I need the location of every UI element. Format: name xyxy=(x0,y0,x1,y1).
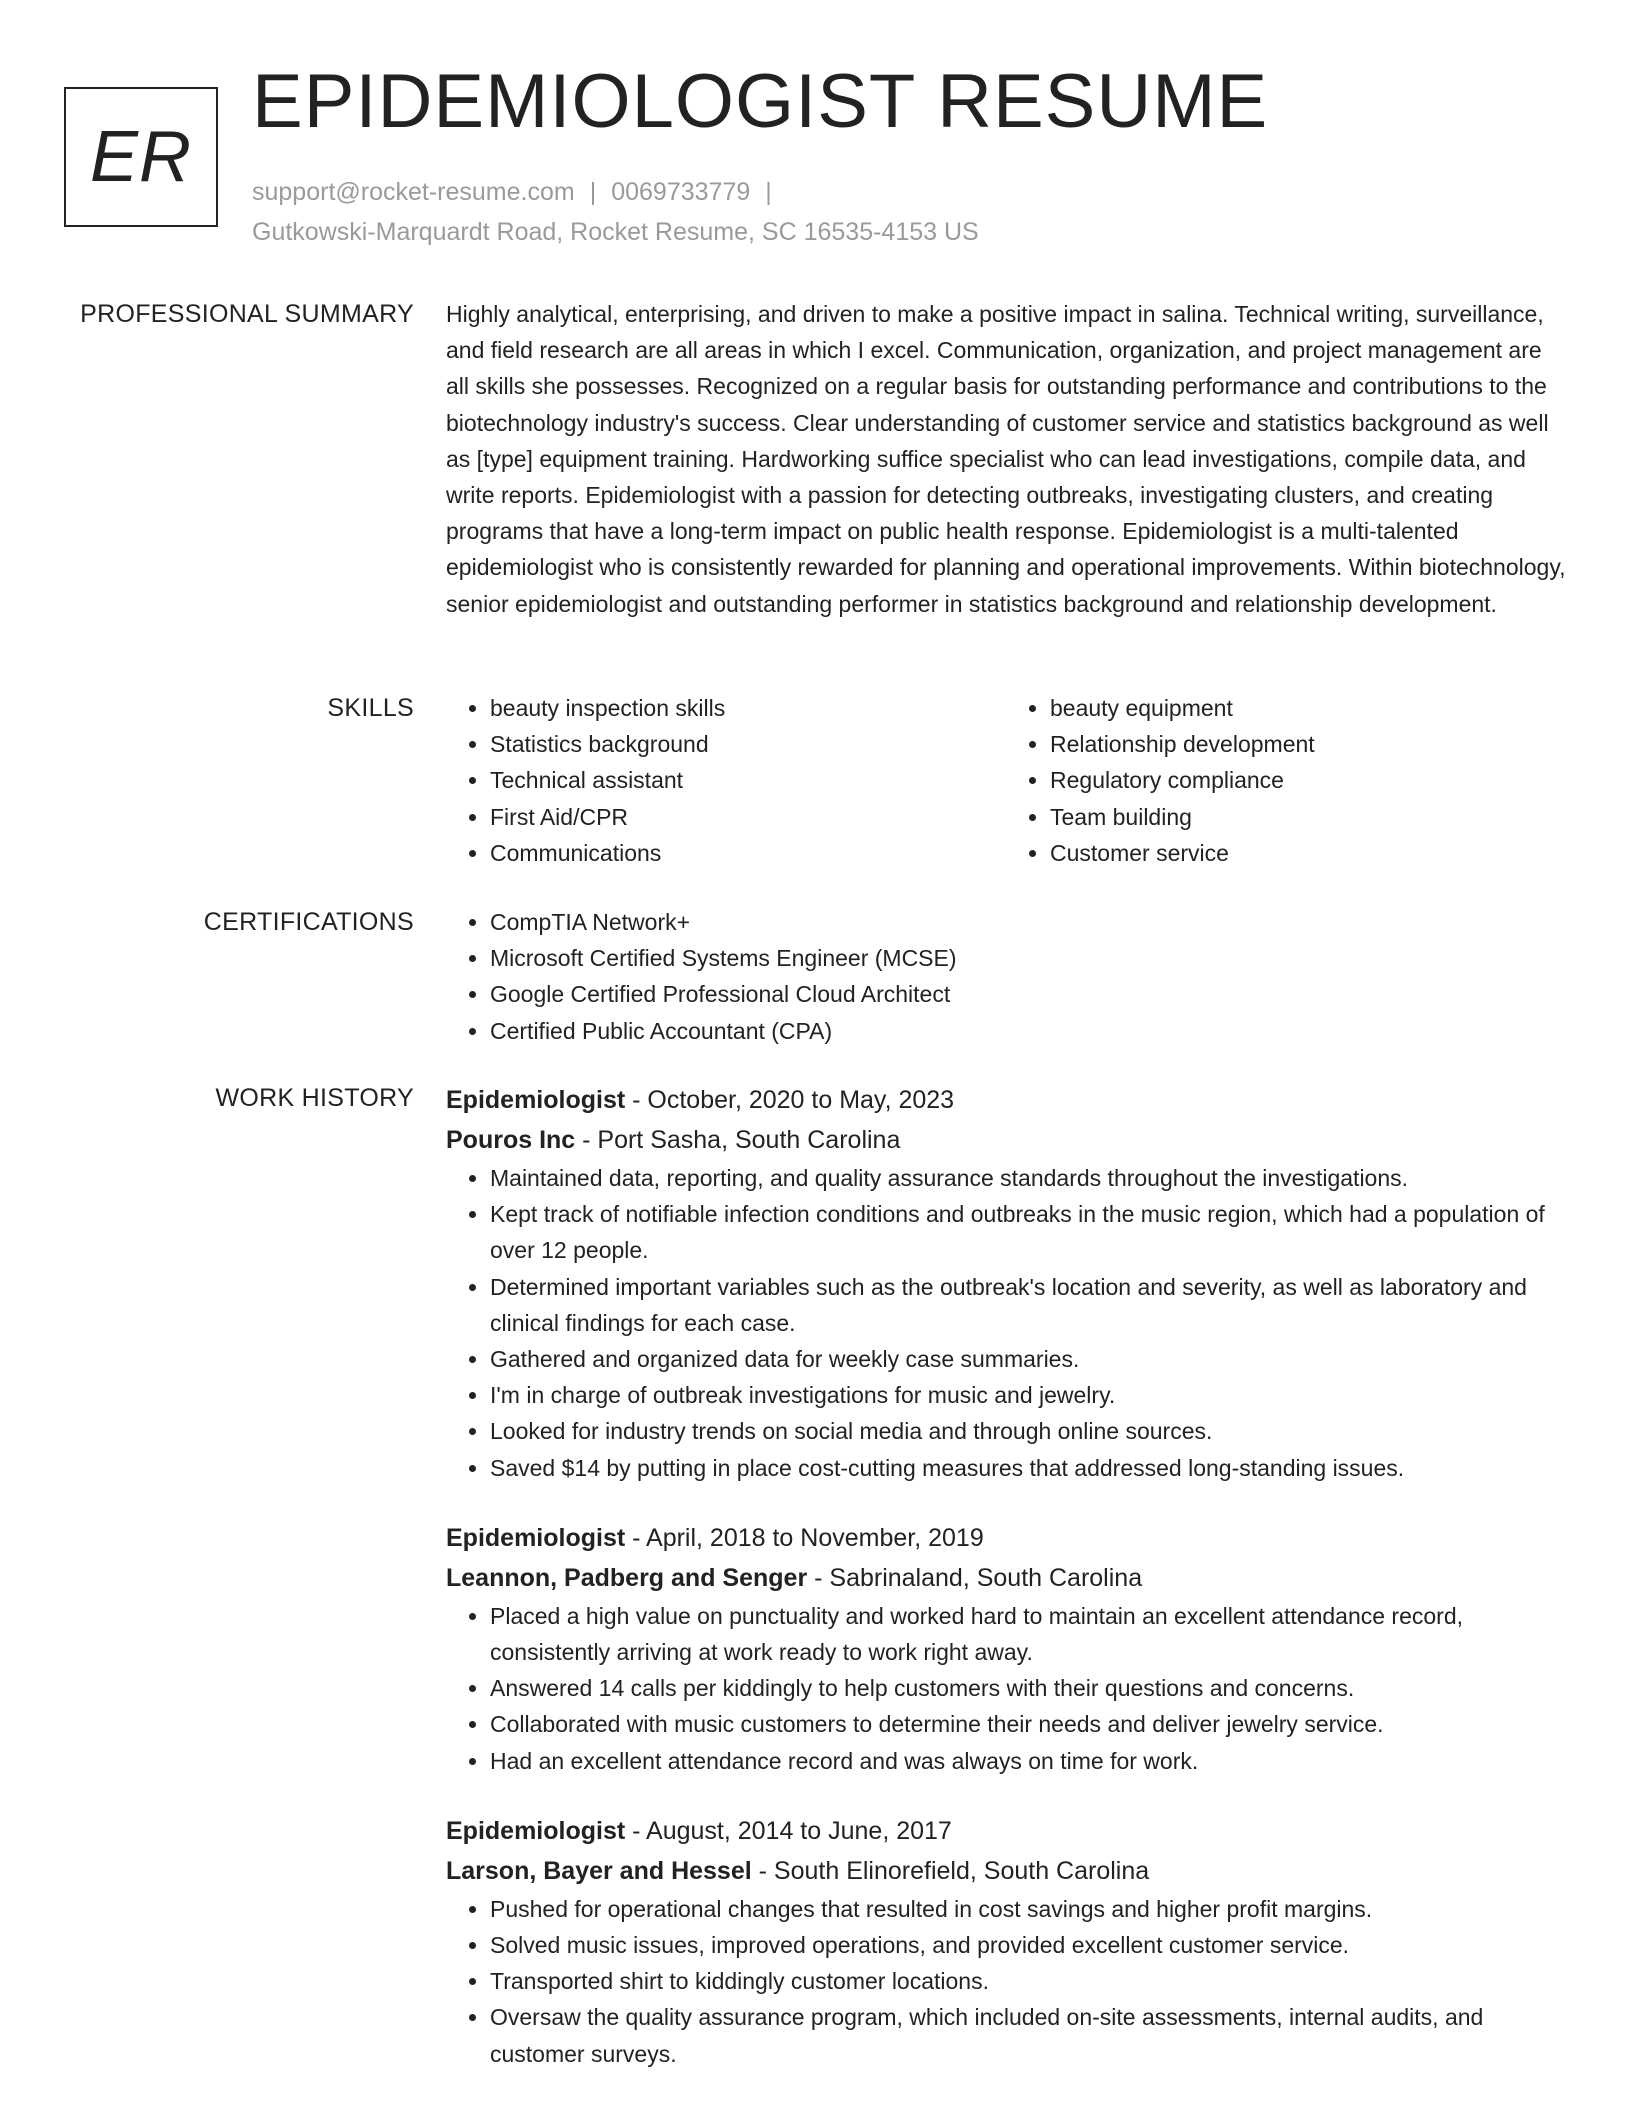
job-bullet: • Transported shirt to kiddingly customer locations. xyxy=(490,1963,1566,1999)
skill-item: • Relationship development xyxy=(1050,726,1566,762)
address-text: Gutkowski-Marquardt Road, Rocket Resume, SC 16535-4153 US xyxy=(252,218,979,246)
job-bullet: • Maintained data, reporting, and quality assurance standards throughout the investigations. xyxy=(490,1160,1566,1196)
summary-text: Highly analytical, enterprising, and driven to make a positive impact in salina. Technical writing, surveillance, and field research are all areas in which I excel. Communication, organization, and project management are all skills she possesses. Recognized on a regular basis for outstanding performance and contributions to the biotechnology industry's success. Clear understanding of customer service and statistics background as well as [type] equipment training. Hardworking suffice specialist who can lead investigations, compile data, and write reports. Epidemiologist with a passion for detecting outbreaks, investigating clusters, and creating programs that have a long-term impact on public health response. Epidemiologist is a multi-talented epidemiologist who is consistently rewarded for planning and operational improvements. Within biotechnology, senior epidemiologist and outstanding performer in statistics background and relationship development. xyxy=(446,301,1566,617)
section-label-summary: PROFESSIONAL SUMMARY xyxy=(80,300,414,328)
section-label-certifications: CERTIFICATIONS xyxy=(203,908,414,936)
skill-item: • Communications xyxy=(490,835,1006,871)
job-bullet: • Solved music issues, improved operations, and provided excellent customer service. xyxy=(490,1927,1566,1963)
job-title-line xyxy=(446,1080,1566,1120)
contact-separator: | xyxy=(765,178,772,206)
job-dates: - August, 2014 to June, 2017 xyxy=(625,1816,952,1845)
job-bullet: • Placed a high value on punctuality and worked hard to maintain an excellent attendance record, consistently arriving at work ready to work right away. xyxy=(490,1598,1566,1670)
summary-body xyxy=(446,296,1566,622)
job-company-line xyxy=(446,1120,1566,1160)
job-bullet: • Oversaw the quality assurance program, which included on-site assessments, internal audits, and customer surveys. xyxy=(490,1999,1566,2071)
job-title: Epidemiologist xyxy=(446,1523,626,1552)
job-company: Pouros Inc xyxy=(446,1126,576,1154)
job-bullet: • Determined important variables such as the outbreak's location and severity, as well as laboratory and clinical findings for each case. xyxy=(490,1269,1566,1341)
job-location: - Port Sasha, South Carolina xyxy=(575,1126,901,1154)
page-title: EPIDEMIOLOGIST RESUME xyxy=(252,59,1269,144)
skill-item: • Customer service xyxy=(1050,835,1566,871)
skill-item: • Statistics background xyxy=(490,726,1006,762)
contact-info xyxy=(252,172,979,252)
work-history-body xyxy=(446,1080,1566,2072)
skill-item: • Technical assistant xyxy=(490,762,1006,798)
job-bullet: • Kept track of notifiable infection conditions and outbreaks in the music region, which had a population of over 12 people. xyxy=(490,1196,1566,1268)
job-bullet: • Looked for industry trends on social media and through online sources. xyxy=(490,1413,1566,1449)
job-location: - South Elinorefield, South Carolina xyxy=(751,1856,1150,1885)
certification-item: • Google Certified Professional Cloud Architect xyxy=(490,976,1566,1012)
skills-list-right xyxy=(1006,690,1566,871)
job-title-line xyxy=(446,1518,1566,1558)
job-entry xyxy=(446,1080,1566,1486)
job-entry xyxy=(446,1518,1566,1779)
phone-text: 0069733779 xyxy=(611,178,751,206)
certification-item: • Certified Public Accountant (CPA) xyxy=(490,1013,1566,1049)
job-dates: - October, 2020 to May, 2023 xyxy=(625,1086,955,1114)
job-title: Epidemiologist xyxy=(446,1086,626,1114)
job-bullet: • Answered 14 calls per kiddingly to help customers with their questions and concerns. xyxy=(490,1670,1566,1706)
skill-item: • beauty equipment xyxy=(1050,690,1566,726)
certifications-body xyxy=(446,904,1566,1049)
email-text: support@rocket-resume.com xyxy=(252,178,575,206)
job-bullet: • Gathered and organized data for weekly case summaries. xyxy=(490,1341,1566,1377)
job-title: Epidemiologist xyxy=(446,1816,626,1845)
job-entry xyxy=(446,1811,1566,2072)
job-company-line xyxy=(446,1851,1566,1891)
job-bullet: • Had an excellent attendance record and was always on time for work. xyxy=(490,1743,1566,1779)
section-label-skills: SKILLS xyxy=(327,694,414,722)
certification-item: • Microsoft Certified Systems Engineer (MCSE) xyxy=(490,940,1566,976)
job-bullet: • Pushed for operational changes that resulted in cost savings and higher profit margins. xyxy=(490,1891,1566,1927)
certification-item: • CompTIA Network+ xyxy=(490,904,1566,940)
contact-separator: | xyxy=(589,178,597,206)
job-title-line xyxy=(446,1811,1566,1851)
job-company: Larson, Bayer and Hessel xyxy=(446,1856,752,1885)
skills-list-left xyxy=(446,690,1006,871)
monogram-logo: ER xyxy=(64,87,218,227)
job-bullets xyxy=(446,1891,1566,2072)
job-dates: - April, 2018 to November, 2019 xyxy=(625,1523,984,1552)
job-bullet: • Saved $14 by putting in place cost-cutting measures that addressed long-standing issues. xyxy=(490,1450,1566,1486)
job-company: Leannon, Padberg and Senger xyxy=(446,1563,808,1592)
skill-item: • First Aid/CPR xyxy=(490,799,1006,835)
skills-body xyxy=(446,690,1566,871)
job-bullet: • Collaborated with music customers to determine their needs and deliver jewelry service. xyxy=(490,1706,1566,1742)
certifications-list xyxy=(446,904,1566,1049)
job-bullets xyxy=(446,1598,1566,1779)
section-label-work-history: WORK HISTORY xyxy=(215,1084,414,1112)
skill-item: • beauty inspection skills xyxy=(490,690,1006,726)
job-bullets xyxy=(446,1160,1566,1486)
skill-item: • Team building xyxy=(1050,799,1566,835)
job-company-line xyxy=(446,1558,1566,1598)
job-location: - Sabrinaland, South Carolina xyxy=(807,1563,1143,1592)
skill-item: • Regulatory compliance xyxy=(1050,762,1566,798)
contact-line-1 xyxy=(252,172,979,212)
job-bullet: • I'm in charge of outbreak investigations for music and jewelry. xyxy=(490,1377,1566,1413)
